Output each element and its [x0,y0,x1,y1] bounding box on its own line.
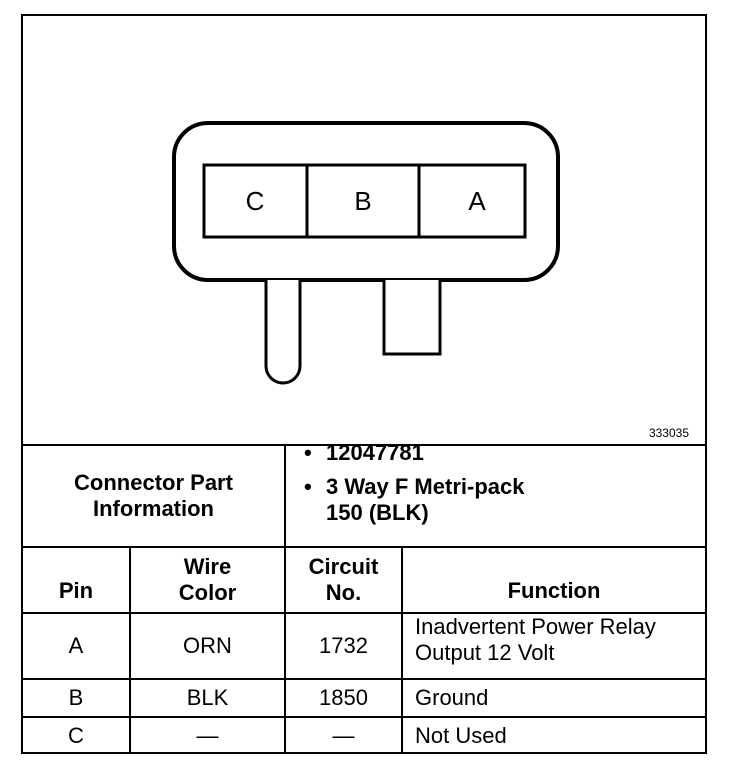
terminal-tab [384,280,440,354]
part-info-list [300,440,524,526]
divider [284,446,286,546]
header-circuit [286,548,401,612]
row-c-function: Not Used [415,723,507,748]
row-a-function-line: Inadvertent Power Relay [415,614,656,639]
connector-frame [21,14,707,754]
row-c-pin: C [68,723,84,748]
connector-diagram [23,16,705,444]
row-c-circuit: — [332,723,355,748]
part-info-label-line: Information [93,496,214,521]
row-b-color: BLK [186,685,229,710]
part-info-label-line: Connector Part [74,470,233,495]
row-a-color: ORN [183,633,232,658]
header-wire-color [131,548,284,612]
connector-type: • 3 Way F Metri-pack [300,474,524,500]
cavity-label-b: B [354,186,372,216]
row-a-function [403,614,705,678]
connector-type-cont: 150 (BLK) [326,500,429,525]
header-circuit-line: No. [325,580,362,605]
row-c-color: — [196,723,219,748]
part-info-label [23,446,284,546]
header-pin: Pin [58,578,94,603]
locking-tab [266,280,300,383]
header-wire-color-line: Color [178,580,237,605]
cavity-label-c: C [245,186,265,216]
row-b-circuit: 1850 [319,685,368,710]
header-function: Function [507,578,601,603]
figure-id: 333035 [648,426,689,440]
row-a-function-line: Output 12 Volt [415,640,555,665]
header-circuit-line: Circuit [308,554,379,579]
header-wire-color-line: Wire [183,554,232,579]
row-a-pin: A [68,633,84,658]
row-b-pin: B [68,685,84,710]
row-a-circuit: 1732 [319,633,368,658]
cavity-label-a: A [468,186,486,216]
part-number: • 12047781 [300,440,524,466]
row-b-function: Ground [415,685,489,710]
